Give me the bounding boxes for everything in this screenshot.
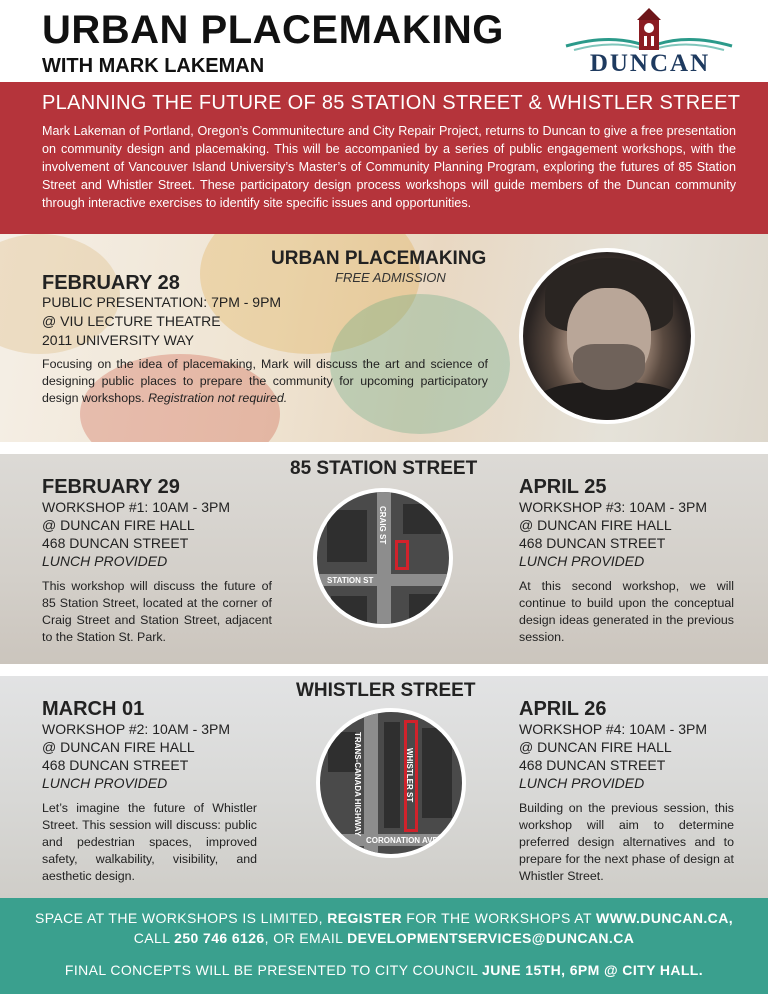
clock-tower-icon [560, 6, 738, 54]
workshop3-description: At this second workshop, we will continue to build upon the conceptual design ideas generated in the previous session. [519, 579, 734, 644]
workshop4-lunch: LUNCH PROVIDED [519, 775, 645, 791]
speaker-photo [519, 248, 695, 424]
workshop2-venue: @ DUNCAN FIRE HALL [42, 739, 195, 755]
phone-number[interactable]: 250 746 6126 [174, 930, 265, 946]
workshop4-venue: @ DUNCAN FIRE HALL [519, 739, 672, 755]
website-link[interactable]: WWW.DUNCAN.CA, [595, 910, 733, 926]
whistler-section [0, 676, 768, 898]
station-map [313, 488, 453, 628]
footer-line-3 [0, 962, 768, 978]
workshop1-description: This workshop will discuss the future of 85 Station Street, located at the corner of Craig Street and Station Street, adjacent to the Station St. Park. [42, 579, 272, 644]
presentation-description-text: Focusing on the idea of placemaking, Mark will discuss the art and science of designing public places to prepare the community for upcoming participatory design workshops. [42, 357, 488, 405]
map-label-whistler: WHISTLER ST [405, 748, 414, 803]
workshop1-lunch: LUNCH PROVIDED [42, 553, 168, 569]
presentation-description [42, 356, 488, 407]
map-label-station: STATION ST [327, 576, 374, 585]
map-building [327, 510, 367, 562]
presentation-heading: URBAN PLACEMAKING [271, 248, 487, 269]
register-emphasis: REGISTER [327, 910, 403, 926]
station-section [0, 454, 768, 664]
workshop4-time: WORKSHOP #4: 10AM - 3PM [519, 721, 708, 737]
presentation-time: PUBLIC PRESENTATION: 7PM - 9PM [42, 294, 282, 310]
footer-band [0, 898, 768, 994]
map-building [422, 728, 452, 818]
intro-body: Mark Lakeman of Portland, Oregon’s Communitecture and City Repair Project, returns to Duncan to give a free presentation on community design and placemaking. This will be accompanied by a series of public engagement workshops, with the involvement of Vancouver Island University’s Master’s of Community Planning Program, exploring the futures of 85 Station Street and Whistler Street. These participatory design process workshops will guide members of the Duncan community through interactive exercises to identify site specific issues and opportunities. [42, 124, 736, 210]
site-highlight [404, 720, 418, 832]
whistler-map [316, 708, 466, 858]
free-admission: FREE ADMISSION [335, 270, 446, 285]
footer-text: FOR THE WORKSHOPS AT [402, 910, 596, 926]
map-building [328, 732, 356, 772]
station-heading: 85 STATION STREET [290, 458, 478, 479]
workshop4-date: APRIL 26 [519, 698, 607, 720]
workshop3-venue: @ DUNCAN FIRE HALL [519, 517, 672, 533]
footer-text: CALL [133, 930, 175, 946]
map-label-craig: CRAIG ST [378, 506, 387, 545]
workshop3-lunch: LUNCH PROVIDED [519, 553, 645, 569]
footer-text: FINAL CONCEPTS WILL BE PRESENTED TO CITY COUNCIL [64, 962, 483, 978]
poster-header [0, 0, 768, 82]
workshop1-time: WORKSHOP #1: 10AM - 3PM [42, 499, 231, 515]
poster-title: URBAN PLACEMAKING [42, 8, 504, 52]
workshop1-venue: @ DUNCAN FIRE HALL [42, 517, 195, 533]
workshop2-address: 468 DUNCAN STREET [42, 757, 189, 773]
map-building [403, 504, 441, 534]
photo-beard [573, 344, 645, 390]
workshop2-date: MARCH 01 [42, 698, 145, 720]
intro-band [0, 82, 768, 234]
email-link[interactable]: DEVELOPMENTSERVICES@DUNCAN.CA [347, 930, 635, 946]
workshop1-address: 468 DUNCAN STREET [42, 535, 189, 551]
map-building [331, 596, 367, 622]
presentation-venue: @ VIU LECTURE THEATRE [42, 313, 221, 329]
presentation-section [0, 234, 768, 442]
whistler-heading: WHISTLER STREET [296, 680, 476, 701]
intro-heading: PLANNING THE FUTURE OF 85 STATION STREET & WHISTLER STREET [42, 92, 741, 114]
footer-text: , OR EMAIL [264, 930, 348, 946]
duncan-logo [560, 6, 738, 78]
workshop2-time: WORKSHOP #2: 10AM - 3PM [42, 721, 231, 737]
poster-subtitle: WITH MARK LAKEMAN [42, 55, 265, 77]
site-highlight [395, 540, 409, 570]
workshop3-time: WORKSHOP #3: 10AM - 3PM [519, 499, 708, 515]
workshop3-date: APRIL 25 [519, 476, 607, 498]
map-building [384, 722, 400, 828]
map-label-highway: TRANS-CANADA HIGHWAY [353, 732, 362, 837]
registration-note: Registration not required. [148, 391, 288, 405]
workshop2-lunch: LUNCH PROVIDED [42, 775, 168, 791]
presentation-date: FEBRUARY 28 [42, 272, 180, 294]
workshop3-address: 468 DUNCAN STREET [519, 535, 666, 551]
workshop4-address: 468 DUNCAN STREET [519, 757, 666, 773]
map-building [409, 594, 449, 624]
logo-wordmark: DUNCAN [589, 50, 711, 77]
workshop4-description: Building on the previous session, this workshop will aim to determine preferred design alternatives and to prepare for the next phase of design at Whistler Street. [519, 801, 734, 883]
presentation-address: 2011 UNIVERSITY WAY [42, 332, 194, 348]
map-label-coronation: CORONATION AVE [366, 836, 438, 845]
council-date: JUNE 15TH, 6PM @ CITY HALL. [482, 962, 704, 978]
footer-line-1 [0, 910, 768, 926]
footer-line-2 [0, 930, 768, 946]
workshop2-description: Let’s imagine the future of Whistler Street. This session will discuss: public and pedestrian spaces, improved safety, walkability, visibility, and aesthetic design. [42, 801, 257, 883]
footer-text: SPACE AT THE WORKSHOPS IS LIMITED, [35, 910, 328, 926]
workshop1-date: FEBRUARY 29 [42, 476, 180, 498]
